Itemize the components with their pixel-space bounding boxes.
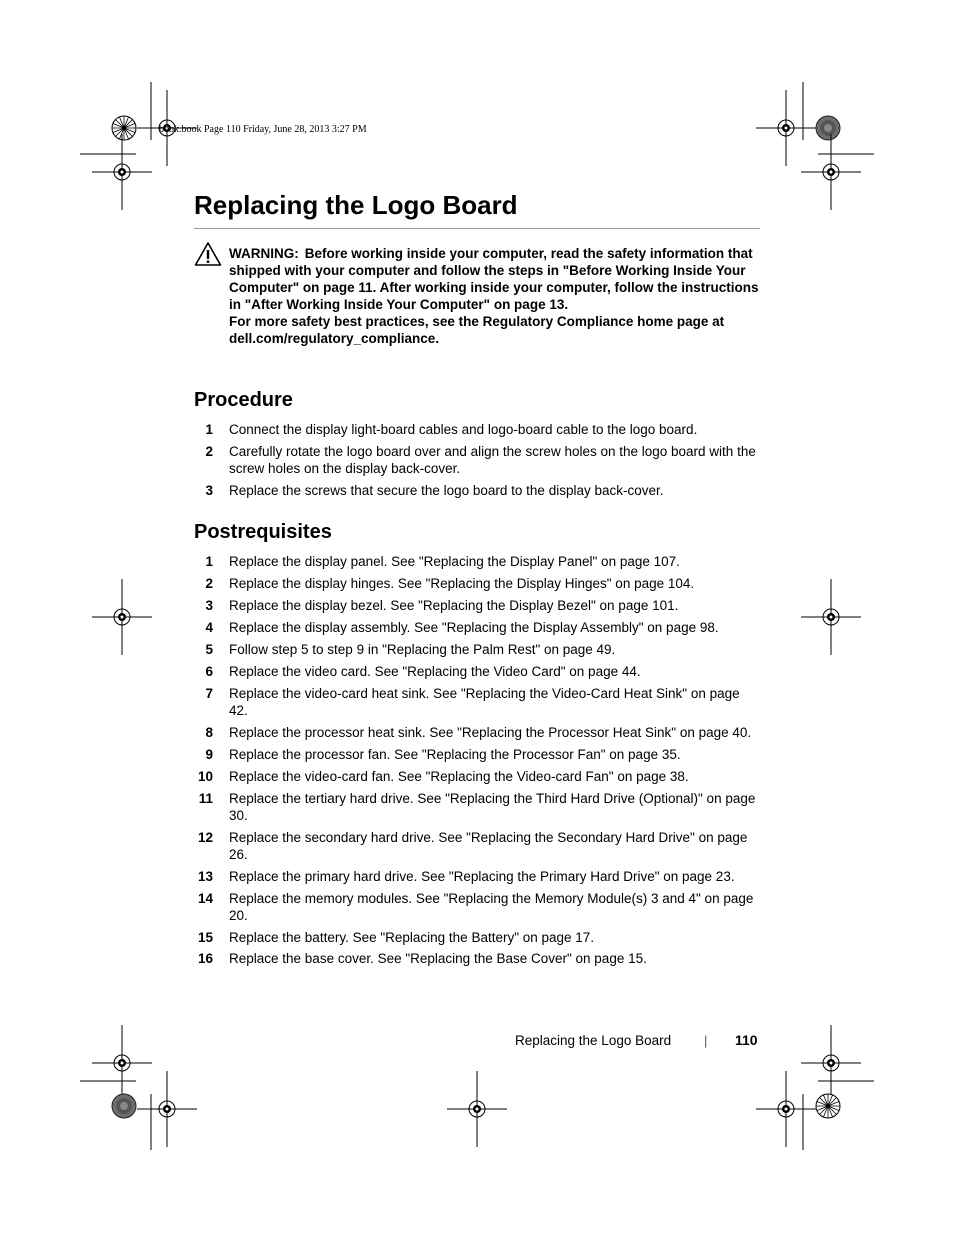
step-text: Replace the processor fan. See "Replacing the Processor Fan" on page 35. <box>229 747 681 762</box>
step-text: Carefully rotate the logo board over and align the screw holes on the logo board with the screw holes on the display back-cover. <box>229 444 756 477</box>
step-text: Replace the display bezel. See "Replacing the Display Bezel" on page 101. <box>229 598 679 613</box>
warning-text: Before working inside your computer, read the safety information that shipped with your computer and follow the steps in "Before Working Inside Your Computer" on page 11. After working inside your computer, follow the instructions in "After Working Inside Your Computer" on page 13. <box>229 246 759 313</box>
step-text: Replace the primary hard drive. See "Replacing the Primary Hard Drive" on page 23. <box>229 869 735 884</box>
step-number: 7 <box>205 686 213 701</box>
step-number: 6 <box>205 664 213 679</box>
warning-label: WARNING: <box>229 246 299 261</box>
title-rule <box>194 228 760 229</box>
step-number: 9 <box>205 747 213 762</box>
step-number: 1 <box>205 422 213 437</box>
step-number: 11 <box>198 791 213 806</box>
step-text: Replace the battery. See "Replacing the Battery" on page 17. <box>229 930 595 945</box>
step-text: Replace the screws that secure the logo board to the display back-cover. <box>229 483 664 498</box>
step-text: Replace the tertiary hard drive. See "Replacing the Third Hard Drive (Optional)" on page 30. <box>229 791 756 824</box>
step-text: Replace the secondary hard drive. See "Replacing the Secondary Hard Drive" on page 26. <box>229 830 748 863</box>
step-text: Replace the video-card fan. See "Replacing the Video-card Fan" on page 38. <box>229 769 689 784</box>
step-number: 3 <box>205 598 213 613</box>
step-number: 10 <box>197 769 213 784</box>
postrequisites-heading: Postrequisites <box>194 521 332 543</box>
step-text: Follow step 5 to step 9 in "Replacing the Palm Rest" on page 49. <box>229 642 616 657</box>
warning-icon <box>194 241 222 267</box>
step-text: Replace the processor heat sink. See "Replacing the Processor Heat Sink" on page 40. <box>229 725 752 740</box>
step-text: Connect the display light-board cables and logo-board cable to the logo board. <box>229 422 698 437</box>
step-number: 2 <box>205 444 213 459</box>
page-number: 110 <box>735 1032 758 1048</box>
step-number: 2 <box>205 576 213 591</box>
step-text: Replace the memory modules. See "Replacing the Memory Module(s) 3 and 4" on page 20. <box>229 891 754 924</box>
procedure-heading: Procedure <box>194 389 293 411</box>
step-number: 4 <box>205 620 213 635</box>
warning-text-2: For more safety best practices, see the Regulatory Compliance home page at dell.com/regulatory_compliance. <box>229 314 725 347</box>
footer-separator: | <box>704 1033 708 1048</box>
print-slug: book.book Page 110 Friday, June 28, 2013 3:27 PM <box>159 124 367 135</box>
step-text: Replace the base cover. See "Replacing the Base Cover" on page 15. <box>229 951 647 966</box>
step-number: 12 <box>197 830 213 845</box>
step-number: 14 <box>197 891 213 906</box>
step-text: Replace the video-card heat sink. See "Replacing the Video-Card Heat Sink" on page 42. <box>229 686 740 719</box>
warning-notice <box>229 245 769 348</box>
step-text: Replace the display panel. See "Replacing the Display Panel" on page 107. <box>229 554 680 569</box>
step-text: Replace the display assembly. See "Replacing the Display Assembly" on page 98. <box>229 620 719 635</box>
step-number: 13 <box>197 869 213 884</box>
step-number: 5 <box>205 642 213 657</box>
step-number: 3 <box>205 483 213 498</box>
footer-section-title: Replacing the Logo Board <box>515 1033 672 1048</box>
step-text: Replace the video card. See "Replacing the Video Card" on page 44. <box>229 664 641 679</box>
step-number: 16 <box>197 951 213 966</box>
step-number: 1 <box>205 554 213 569</box>
step-text: Replace the display hinges. See "Replacing the Display Hinges" on page 104. <box>229 576 695 591</box>
page-title: Replacing the Logo Board <box>194 190 518 220</box>
step-number: 15 <box>197 930 213 945</box>
step-number: 8 <box>205 725 213 740</box>
